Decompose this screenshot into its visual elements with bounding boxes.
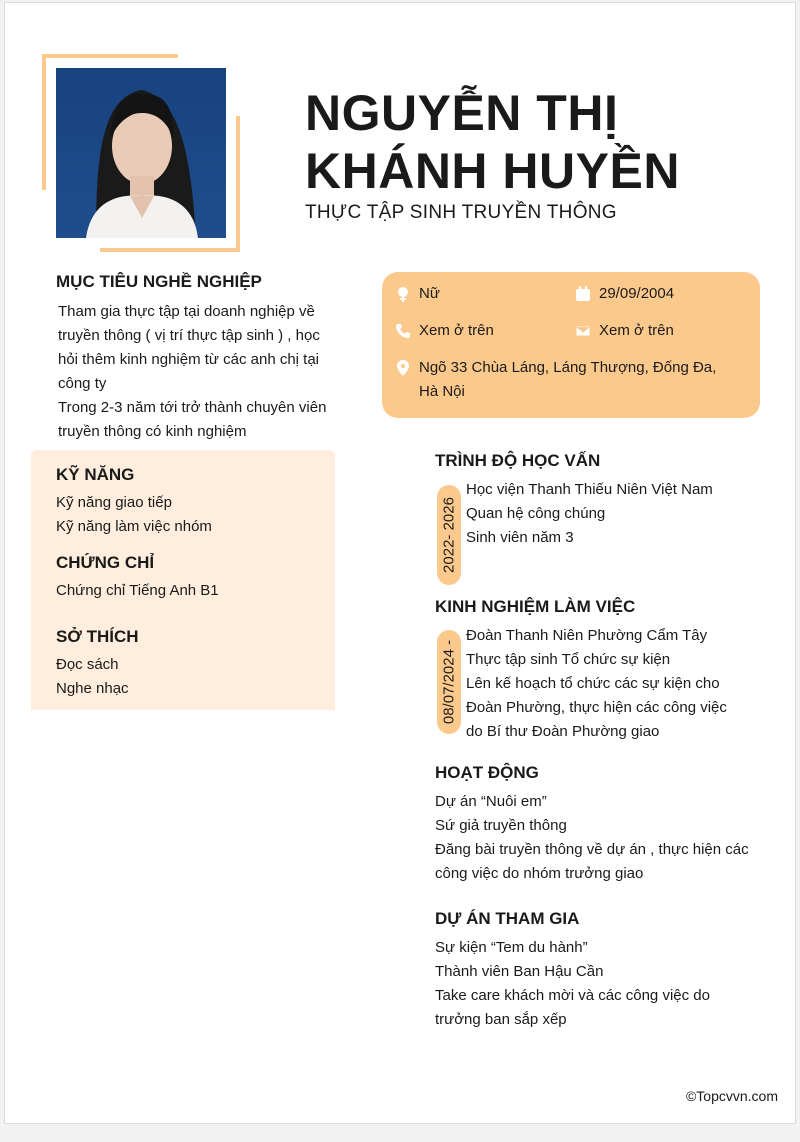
education-line: Học viện Thanh Thiếu Niên Việt Nam — [466, 481, 713, 498]
objective-line: truyền thông ( vị trí thực tập sinh ) , học — [58, 327, 320, 344]
objective-line: hỏi thêm kinh nghiệm từ các anh chị tại — [58, 351, 320, 368]
objective-line: truyền thông có kinh nghiệm — [58, 423, 247, 440]
education-heading: TRÌNH ĐỘ HỌC VẤN — [435, 451, 601, 470]
hobbies-heading: SỞ THÍCH — [56, 627, 139, 646]
hobby-item: Đọc sách — [56, 656, 119, 673]
birthday-value: 29/09/2004 — [599, 285, 675, 302]
activities-details — [435, 790, 775, 886]
skill-item: Kỹ năng giao tiếp — [56, 494, 172, 511]
activity-line: Đăng bài truyền thông về dự án , thực hiện các — [435, 841, 749, 858]
education-period: 2022- 2026 — [440, 497, 458, 573]
gender-value: Nữ — [419, 285, 440, 302]
calendar-icon — [574, 282, 592, 306]
experience-line: Thực tập sinh Tổ chức sự kiện — [466, 651, 671, 668]
activities-heading: HOẠT ĐỘNG — [435, 763, 539, 782]
skills-list — [56, 491, 212, 539]
candidate-name — [305, 84, 680, 200]
project-line: trưởng ban sắp xếp — [435, 1011, 567, 1028]
certificate-item: Chứng chỉ Tiếng Anh B1 — [56, 582, 219, 599]
certificates-list — [56, 579, 219, 603]
address-value — [419, 356, 716, 404]
birthday-row — [574, 282, 674, 306]
email-icon — [574, 319, 592, 343]
objective-line: Tham gia thực tập tại doanh nghiệp về — [58, 303, 315, 320]
skill-item: Kỹ năng làm việc nhóm — [56, 518, 212, 535]
experience-line: Đoàn Phường, thực hiện các công việc — [466, 699, 727, 716]
profile-photo — [56, 68, 226, 238]
location-icon — [394, 356, 412, 380]
education-details — [466, 478, 713, 550]
education-period-pill — [437, 485, 461, 585]
hobbies-list — [56, 653, 129, 701]
project-line: Take care khách mời và các công việc do — [435, 987, 710, 1004]
address-line: Hà Nội — [419, 383, 465, 400]
experience-line: do Bí thư Đoàn Phường giao — [466, 723, 660, 740]
objective-line: công ty — [58, 375, 107, 392]
copyright-text: ©Topcvvn.com — [685, 1088, 778, 1104]
name-line-1: NGUYỄN THỊ — [305, 85, 619, 141]
job-title: THỰC TẬP SINH TRUYỀN THÔNG — [305, 202, 617, 223]
phone-icon — [394, 319, 412, 343]
experience-heading: KINH NGHIỆM LÀM VIỆC — [435, 597, 636, 616]
objective-line: Trong 2-3 năm tới trở thành chuyên viên — [58, 399, 327, 416]
name-line-2: KHÁNH HUYỀN — [305, 143, 680, 199]
experience-details — [466, 624, 727, 744]
objective-text — [58, 300, 348, 444]
skills-heading: KỸ NĂNG — [56, 465, 135, 484]
activity-line: Sứ giả truyền thông — [435, 817, 567, 834]
projects-details — [435, 936, 775, 1032]
activity-line: công việc do nhóm trưởng giao — [435, 865, 644, 882]
phone-row — [394, 319, 494, 343]
education-line: Sinh viên năm 3 — [466, 529, 574, 546]
phone-value: Xem ở trên — [419, 322, 494, 339]
activity-line: Dự án “Nuôi em” — [435, 793, 547, 810]
education-line: Quan hệ công chúng — [466, 505, 606, 522]
hobby-item: Nghe nhạc — [56, 680, 129, 697]
experience-period: 08/07/2024 - — [440, 639, 458, 725]
experience-period-pill — [437, 630, 461, 734]
gender-row — [394, 282, 440, 306]
email-value: Xem ở trên — [599, 322, 674, 339]
projects-heading: DỰ ÁN THAM GIA — [435, 909, 580, 928]
email-row — [574, 319, 674, 343]
certificates-heading: CHỨNG CHỈ — [56, 553, 155, 572]
contact-info-box — [382, 272, 760, 418]
gender-icon — [394, 282, 412, 306]
project-line: Thành viên Ban Hậu Cần — [435, 963, 604, 980]
project-line: Sự kiện “Tem du hành” — [435, 939, 588, 956]
address-row — [394, 356, 716, 404]
address-line: Ngõ 33 Chùa Láng, Láng Thượng, Đống Đa, — [419, 359, 717, 376]
experience-line: Đoàn Thanh Niên Phường Cẩm Tây — [466, 627, 708, 644]
experience-line: Lên kế hoạch tổ chức các sự kiện cho — [466, 675, 720, 692]
objective-heading: MỤC TIÊU NGHỀ NGHIỆP — [56, 272, 262, 291]
